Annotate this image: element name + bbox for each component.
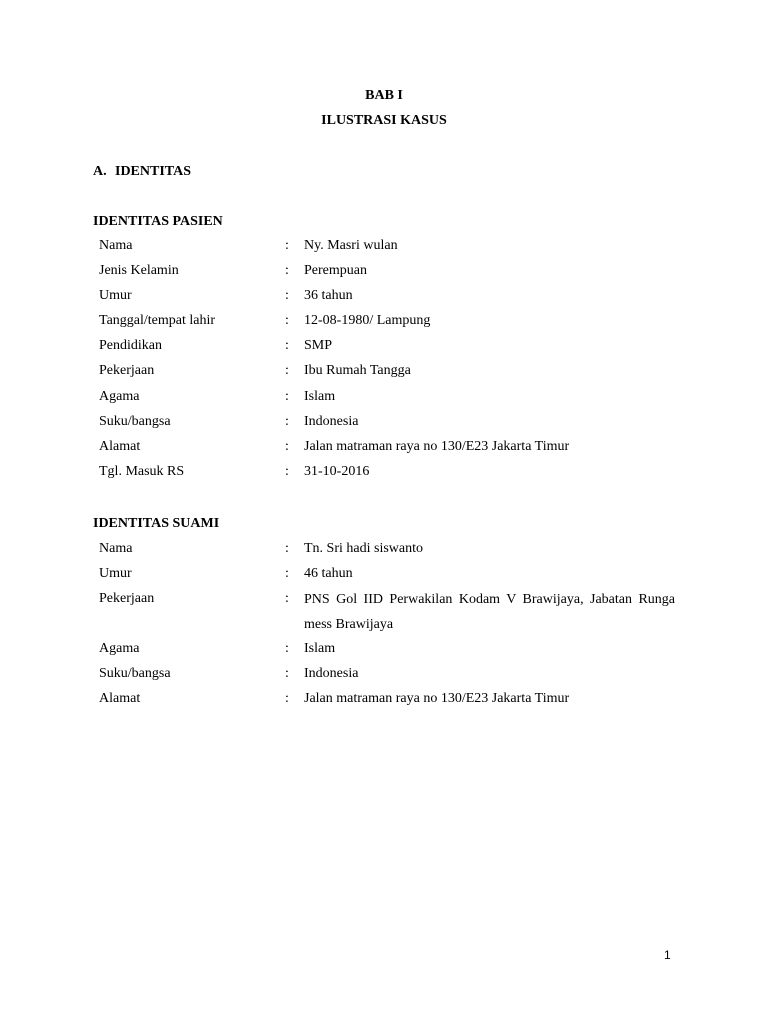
table-row bbox=[99, 313, 675, 338]
table-row bbox=[99, 691, 675, 716]
row-colon: : bbox=[285, 541, 289, 556]
row-colon: : bbox=[285, 438, 289, 454]
table-row bbox=[99, 414, 675, 439]
table-row bbox=[99, 464, 675, 489]
row-colon: : bbox=[285, 238, 289, 253]
row-value: Indonesia bbox=[304, 413, 359, 429]
row-label: Tgl. Masuk RS bbox=[99, 463, 185, 479]
row-value: Islam bbox=[304, 641, 336, 657]
row-label: Nama bbox=[99, 238, 133, 253]
table-row bbox=[99, 389, 675, 414]
row-label: Suku/bangsa bbox=[99, 413, 171, 429]
row-value: SMP bbox=[304, 338, 333, 354]
row-value: Indonesia bbox=[304, 666, 359, 682]
patient-identity-table bbox=[99, 238, 675, 489]
row-value: Jalan matraman raya no 130/E23 Jakarta Timur bbox=[304, 438, 570, 454]
row-value: Ny. Masri wulan bbox=[304, 238, 398, 253]
row-label: Pekerjaan bbox=[99, 591, 155, 607]
husband-identity-heading: IDENTITAS SUAMI bbox=[93, 516, 220, 531]
chapter-number: BAB I bbox=[365, 88, 403, 103]
row-colon: : bbox=[285, 666, 289, 682]
row-label: Alamat bbox=[99, 438, 141, 454]
table-row bbox=[99, 641, 675, 666]
row-label: Nama bbox=[99, 541, 133, 556]
row-value: Islam bbox=[304, 388, 336, 404]
row-value: Ibu Rumah Tangga bbox=[304, 363, 411, 379]
row-colon: : bbox=[285, 363, 289, 379]
section-title: IDENTITAS bbox=[115, 164, 191, 179]
section-a-heading bbox=[93, 164, 191, 180]
row-value: 31-10-2016 bbox=[304, 463, 370, 479]
row-colon: : bbox=[285, 591, 289, 607]
row-colon: : bbox=[285, 288, 289, 304]
row-label: Suku/bangsa bbox=[99, 666, 171, 682]
row-value: 12-08-1980/ Lampung bbox=[304, 313, 431, 329]
table-row bbox=[99, 591, 675, 641]
row-label: Alamat bbox=[99, 691, 141, 707]
table-row bbox=[99, 439, 675, 464]
row-colon: : bbox=[285, 388, 289, 404]
row-value: Perempuan bbox=[304, 263, 367, 279]
row-colon: : bbox=[285, 413, 289, 429]
row-label: Agama bbox=[99, 641, 140, 657]
row-colon: : bbox=[285, 641, 289, 657]
patient-identity-heading: IDENTITAS PASIEN bbox=[93, 214, 223, 229]
chapter-title: ILUSTRASI KASUS bbox=[321, 113, 447, 128]
table-row bbox=[99, 238, 675, 263]
page-number: 1 bbox=[664, 948, 671, 962]
table-row bbox=[99, 338, 675, 363]
row-colon: : bbox=[285, 691, 289, 707]
row-value: Jalan matraman raya no 130/E23 Jakarta Timur bbox=[304, 691, 570, 707]
section-number: A. bbox=[93, 164, 107, 179]
husband-identity-table bbox=[99, 541, 675, 716]
row-colon: : bbox=[285, 463, 289, 479]
row-label: Umur bbox=[99, 566, 132, 582]
row-label: Agama bbox=[99, 388, 140, 404]
row-value: 46 tahun bbox=[304, 566, 353, 582]
row-colon: : bbox=[285, 313, 289, 329]
row-label: Umur bbox=[99, 288, 132, 304]
row-value: 36 tahun bbox=[304, 288, 353, 304]
row-colon: : bbox=[285, 566, 289, 582]
table-row bbox=[99, 263, 675, 288]
row-colon: : bbox=[285, 338, 289, 354]
row-value: Tn. Sri hadi siswanto bbox=[304, 541, 423, 556]
table-row bbox=[99, 541, 675, 566]
table-row bbox=[99, 288, 675, 313]
row-colon: : bbox=[285, 263, 289, 279]
row-label: Pendidikan bbox=[99, 338, 162, 354]
row-value: PNS Gol IID Perwakilan Kodam V Brawijaya, Jabatan Runga mess Brawijaya bbox=[304, 592, 675, 633]
row-label: Jenis Kelamin bbox=[99, 263, 179, 279]
table-row bbox=[99, 666, 675, 691]
row-label: Tanggal/tempat lahir bbox=[99, 313, 216, 329]
table-row bbox=[99, 363, 675, 388]
row-label: Pekerjaan bbox=[99, 363, 155, 379]
